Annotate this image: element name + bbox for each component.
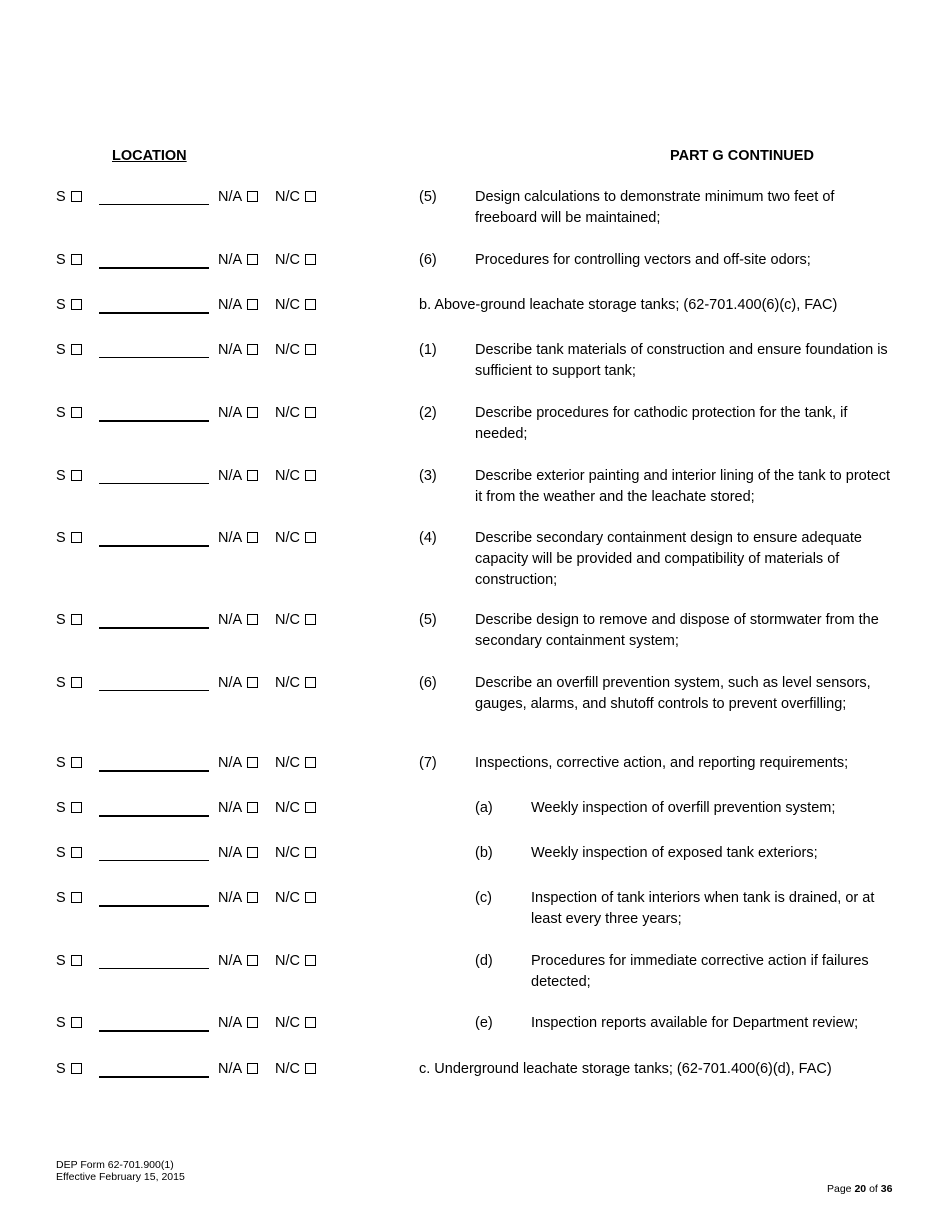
s-checkbox[interactable]: [71, 802, 82, 813]
nc-checkbox[interactable]: [305, 1063, 316, 1074]
location-field[interactable]: [99, 1076, 209, 1078]
location-field[interactable]: [99, 483, 209, 484]
section-heading: b. Above-ground leachate storage tanks; (62-701.400(6)(c), FAC): [419, 297, 838, 313]
na-checkbox[interactable]: [247, 299, 258, 310]
s-checkbox-label[interactable]: S: [56, 953, 82, 970]
na-checkbox-label[interactable]: N/A: [218, 953, 258, 970]
item-number: (4): [419, 530, 437, 546]
nc-checkbox-label[interactable]: N/C: [275, 1061, 316, 1078]
s-checkbox-label[interactable]: S: [56, 252, 82, 269]
item-text: Inspections, corrective action, and reporting requirements;: [475, 755, 849, 771]
nc-checkbox[interactable]: [305, 254, 316, 265]
na-checkbox-label[interactable]: N/A: [218, 845, 258, 862]
checklist-row: [0, 953, 950, 1013]
s-checkbox[interactable]: [71, 532, 82, 543]
checklist-row: [0, 890, 950, 950]
item-text: Describe procedures for cathodic protection for the tank, if needed;: [475, 405, 848, 442]
nc-checkbox[interactable]: [305, 1017, 316, 1028]
s-checkbox-label[interactable]: S: [56, 297, 82, 314]
location-field[interactable]: [99, 420, 209, 422]
item-text: Describe secondary containment design to ensure adequate capacity will be provided and compatibility of materials of construction;: [475, 530, 862, 588]
location-field[interactable]: [99, 312, 209, 314]
location-field[interactable]: [99, 770, 209, 772]
sub-item-letter: (d): [475, 953, 493, 969]
na-checkbox-label[interactable]: N/A: [218, 1061, 258, 1078]
nc-checkbox[interactable]: [305, 407, 316, 418]
s-checkbox[interactable]: [71, 955, 82, 966]
total-pages: 36: [880, 1183, 893, 1195]
na-checkbox[interactable]: [247, 802, 258, 813]
s-checkbox[interactable]: [71, 1017, 82, 1028]
na-checkbox[interactable]: [247, 254, 258, 265]
nc-checkbox-label[interactable]: N/C: [275, 405, 316, 422]
item-text: Describe tank materials of construction and ensure foundation is sufficient to support tank;: [475, 342, 888, 379]
s-checkbox[interactable]: [71, 614, 82, 625]
nc-checkbox[interactable]: [305, 614, 316, 625]
location-field[interactable]: [99, 267, 209, 269]
effective-date: Effective February 15, 2015: [56, 1171, 185, 1183]
s-checkbox[interactable]: [71, 299, 82, 310]
s-checkbox-label[interactable]: S: [56, 755, 82, 772]
s-checkbox[interactable]: [71, 677, 82, 688]
s-checkbox[interactable]: [71, 1063, 82, 1074]
na-checkbox[interactable]: [247, 757, 258, 768]
s-checkbox-label[interactable]: S: [56, 1015, 82, 1032]
na-checkbox-label[interactable]: N/A: [218, 468, 258, 485]
page-number: Page 20 of 36: [827, 1183, 893, 1195]
na-checkbox[interactable]: [247, 1017, 258, 1028]
item-number: (5): [419, 612, 437, 628]
s-checkbox[interactable]: [71, 344, 82, 355]
s-checkbox[interactable]: [71, 847, 82, 858]
sub-item-text: Inspection of tank interiors when tank is drained, or at least every three years;: [531, 890, 875, 927]
item-number: (6): [419, 675, 437, 691]
checklist-row: [0, 189, 950, 249]
checklist-row: [0, 1061, 950, 1121]
na-checkbox-label[interactable]: N/A: [218, 675, 258, 692]
checklist-row: [0, 612, 950, 672]
form-footer: [56, 1159, 185, 1183]
nc-checkbox[interactable]: [305, 299, 316, 310]
s-checkbox-label[interactable]: S: [56, 845, 82, 862]
nc-checkbox-label[interactable]: N/C: [275, 800, 316, 817]
item-number: (7): [419, 755, 437, 771]
na-checkbox-label[interactable]: N/A: [218, 1015, 258, 1032]
na-checkbox-label[interactable]: N/A: [218, 612, 258, 629]
nc-checkbox[interactable]: [305, 532, 316, 543]
nc-checkbox-label[interactable]: N/C: [275, 890, 316, 907]
sub-item-text: Inspection reports available for Department review;: [531, 1015, 859, 1031]
na-checkbox-label[interactable]: N/A: [218, 189, 258, 206]
na-checkbox[interactable]: [247, 470, 258, 481]
location-field[interactable]: [99, 1030, 209, 1032]
na-checkbox[interactable]: [247, 407, 258, 418]
nc-checkbox[interactable]: [305, 847, 316, 858]
location-field[interactable]: [99, 968, 209, 969]
s-checkbox-label[interactable]: S: [56, 468, 82, 485]
nc-checkbox-label[interactable]: N/C: [275, 252, 316, 269]
na-checkbox[interactable]: [247, 532, 258, 543]
sub-item-text: Weekly inspection of overfill prevention system;: [531, 800, 836, 816]
nc-checkbox[interactable]: [305, 470, 316, 481]
nc-checkbox-label[interactable]: N/C: [275, 342, 316, 359]
checklist-row: [0, 530, 950, 590]
part-header: PART G CONTINUED: [670, 148, 814, 164]
nc-checkbox[interactable]: [305, 344, 316, 355]
nc-checkbox-label[interactable]: N/C: [275, 468, 316, 485]
nc-checkbox-label[interactable]: N/C: [275, 1015, 316, 1032]
s-checkbox-label[interactable]: S: [56, 675, 82, 692]
location-field[interactable]: [99, 545, 209, 547]
item-text: Procedures for controlling vectors and off-site odors;: [475, 252, 811, 268]
nc-checkbox-label[interactable]: N/C: [275, 297, 316, 314]
sub-item-letter: (e): [475, 1015, 493, 1031]
location-field[interactable]: [99, 815, 209, 817]
na-checkbox[interactable]: [247, 614, 258, 625]
na-checkbox[interactable]: [247, 344, 258, 355]
item-number: (1): [419, 342, 437, 358]
checklist-row: [0, 342, 950, 402]
sub-item-text: Weekly inspection of exposed tank exteriors;: [531, 845, 818, 861]
nc-checkbox-label[interactable]: N/C: [275, 755, 316, 772]
sub-item-letter: (b): [475, 845, 493, 861]
location-field[interactable]: [99, 905, 209, 907]
sub-item-text: Procedures for immediate corrective action if failures detected;: [531, 953, 869, 990]
na-checkbox[interactable]: [247, 191, 258, 202]
nc-checkbox-label[interactable]: N/C: [275, 675, 316, 692]
na-checkbox-label[interactable]: N/A: [218, 755, 258, 772]
nc-checkbox[interactable]: [305, 677, 316, 688]
s-checkbox-label[interactable]: S: [56, 189, 82, 206]
nc-checkbox-label[interactable]: N/C: [275, 530, 316, 547]
sub-item-letter: (c): [475, 890, 492, 906]
s-checkbox-label[interactable]: S: [56, 890, 82, 907]
na-checkbox-label[interactable]: N/A: [218, 342, 258, 359]
item-text: Design calculations to demonstrate minimum two feet of freeboard will be maintained;: [475, 189, 835, 226]
location-field[interactable]: [99, 204, 209, 205]
na-checkbox[interactable]: [247, 1063, 258, 1074]
item-number: (6): [419, 252, 437, 268]
sub-item-letter: (a): [475, 800, 493, 816]
s-checkbox-label[interactable]: S: [56, 800, 82, 817]
s-checkbox[interactable]: [71, 254, 82, 265]
s-checkbox-label[interactable]: S: [56, 342, 82, 359]
location-field[interactable]: [99, 690, 209, 691]
nc-checkbox[interactable]: [305, 191, 316, 202]
na-checkbox-label[interactable]: N/A: [218, 252, 258, 269]
checklist-row: [0, 468, 950, 528]
item-number: (2): [419, 405, 437, 421]
s-checkbox[interactable]: [71, 470, 82, 481]
na-checkbox-label[interactable]: N/A: [218, 405, 258, 422]
s-checkbox[interactable]: [71, 757, 82, 768]
item-text: Describe exterior painting and interior lining of the tank to protect it from the weather and the leachate stored;: [475, 468, 891, 505]
form-number: DEP Form 62-701.900(1): [56, 1159, 174, 1171]
nc-checkbox[interactable]: [305, 757, 316, 768]
nc-checkbox-label[interactable]: N/C: [275, 612, 316, 629]
location-field[interactable]: [99, 860, 209, 861]
nc-checkbox[interactable]: [305, 892, 316, 903]
item-number: (3): [419, 468, 437, 484]
item-text: Describe design to remove and dispose of stormwater from the secondary containment system;: [475, 612, 879, 649]
checklist-row: [0, 675, 950, 735]
item-text: Describe an overfill prevention system, such as level sensors, gauges, alarms, and shutoff controls to prevent overfilling;: [475, 675, 871, 712]
s-checkbox-label[interactable]: S: [56, 530, 82, 547]
s-checkbox[interactable]: [71, 892, 82, 903]
current-page: 20: [854, 1183, 867, 1195]
na-checkbox-label[interactable]: N/A: [218, 800, 258, 817]
na-checkbox[interactable]: [247, 955, 258, 966]
s-checkbox-label[interactable]: S: [56, 612, 82, 629]
nc-checkbox[interactable]: [305, 955, 316, 966]
s-checkbox[interactable]: [71, 407, 82, 418]
s-checkbox-label[interactable]: S: [56, 1061, 82, 1078]
s-checkbox[interactable]: [71, 191, 82, 202]
nc-checkbox-label[interactable]: N/C: [275, 189, 316, 206]
location-field[interactable]: [99, 357, 209, 358]
na-checkbox-label[interactable]: N/A: [218, 297, 258, 314]
checklist-row: [0, 405, 950, 465]
na-checkbox[interactable]: [247, 847, 258, 858]
na-checkbox-label[interactable]: N/A: [218, 530, 258, 547]
na-checkbox[interactable]: [247, 892, 258, 903]
nc-checkbox-label[interactable]: N/C: [275, 845, 316, 862]
section-heading: c. Underground leachate storage tanks; (62-701.400(6)(d), FAC): [419, 1061, 832, 1077]
nc-checkbox-label[interactable]: N/C: [275, 953, 316, 970]
na-checkbox-label[interactable]: N/A: [218, 890, 258, 907]
nc-checkbox[interactable]: [305, 802, 316, 813]
s-checkbox-label[interactable]: S: [56, 405, 82, 422]
na-checkbox[interactable]: [247, 677, 258, 688]
location-header: LOCATION: [112, 148, 187, 164]
item-number: (5): [419, 189, 437, 205]
location-field[interactable]: [99, 627, 209, 629]
